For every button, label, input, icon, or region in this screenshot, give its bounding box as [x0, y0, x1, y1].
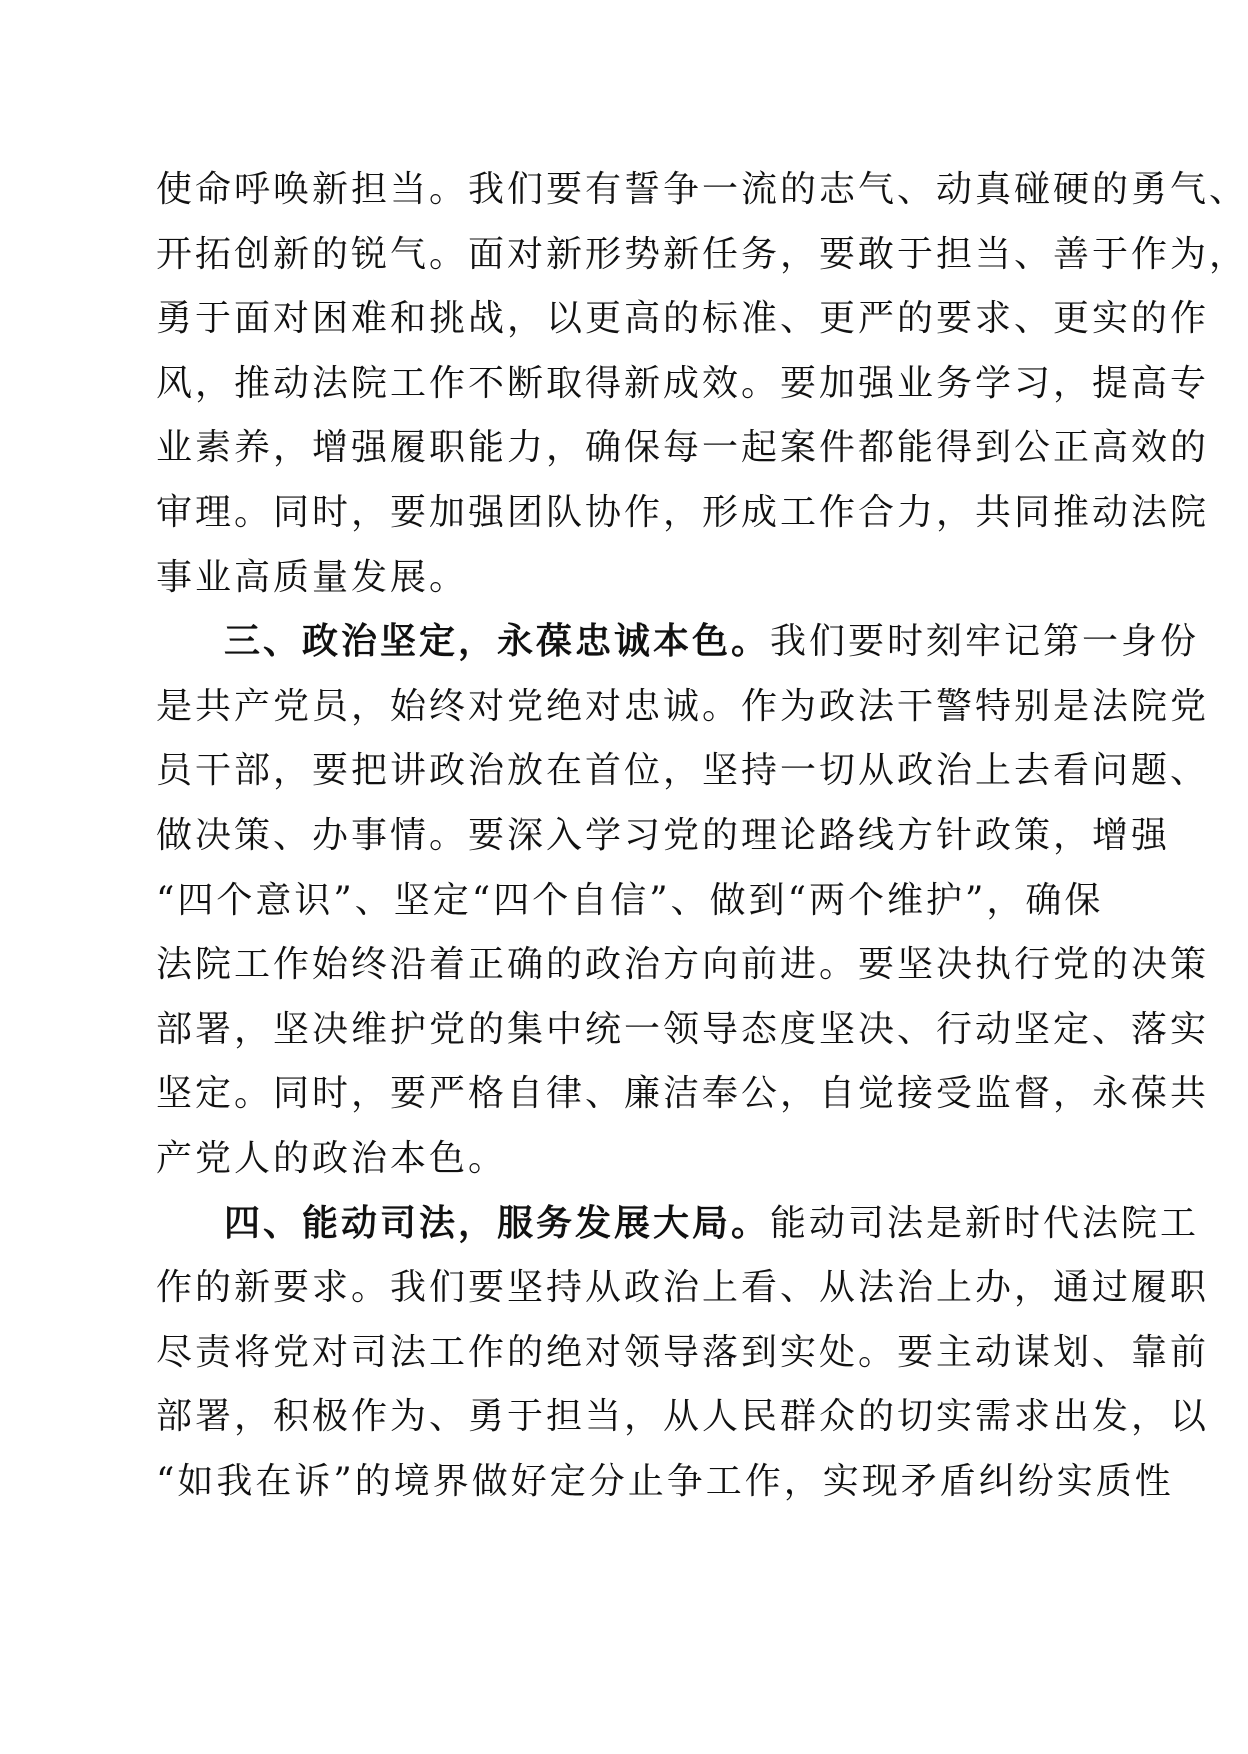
text-line: 使命呼唤新担当。我们要有誓争一流的志气、动真碰硬的勇气、 — [156, 169, 1248, 210]
text-line: 风，推动法院工作不断取得新成效。要加强业务学习，提高专 — [156, 362, 1210, 404]
text-line: 做决策、办事情。要深入学习党的理论路线方针政策，增强 — [156, 814, 1171, 856]
section-three-heading: 三、政治坚定，永葆忠诚本色。 — [224, 621, 771, 663]
text-line: 开拓创新的锐气。面对新形势新任务，要敢于担当、善于作为， — [156, 233, 1248, 275]
text-line: “四个意识”、坚定“四个自信”、做到“两个维护”，确保 — [156, 879, 1104, 921]
document-body — [156, 158, 1248, 1514]
section-three-first-line — [156, 610, 1200, 675]
paragraph-continuation — [156, 158, 1248, 610]
section-four-first-line — [156, 1192, 1200, 1257]
text-line: 员干部，要把讲政治放在首位，坚持一切从政治上去看问题、 — [156, 750, 1210, 792]
section-four-first-line-text: 能动司法是新时代法院工 — [770, 1202, 1200, 1244]
text-line: 坚定。同时，要严格自律、廉洁奉公，自觉接受监督，永葆共 — [156, 1073, 1210, 1115]
text-line: 尽责将党对司法工作的绝对领导落到实处。要主动谋划、靠前 — [156, 1331, 1210, 1373]
text-line: 法院工作始终沿着正确的政治方向前进。要坚决执行党的决策 — [156, 944, 1210, 986]
text-line: 勇于面对困难和挑战，以更高的标准、更严的要求、更实的作 — [156, 298, 1210, 340]
section-four-paragraph — [156, 1192, 1210, 1515]
text-line: 产党人的政治本色。 — [156, 1137, 508, 1179]
text-line: 业素养，增强履职能力，确保每一起案件都能得到公正高效的 — [156, 427, 1210, 469]
text-line: 部署，积极作为、勇于担当，从人民群众的切实需求出发，以 — [156, 1396, 1210, 1438]
text-line: 是共产党员，始终对党绝对忠诚。作为政法干警特别是法院党 — [156, 685, 1210, 727]
text-line: 事业高质量发展。 — [156, 556, 469, 598]
text-line: 作的新要求。我们要坚持从政治上看、从法治上办，通过履职 — [156, 1267, 1210, 1309]
text-line: 部署，坚决维护党的集中统一领导态度坚决、行动坚定、落实 — [156, 1008, 1210, 1050]
text-line: 审理。同时，要加强团队协作，形成工作合力，共同推动法院 — [156, 491, 1210, 533]
section-three-paragraph — [156, 610, 1210, 1191]
text-line: “如我在诉”的境界做好定分止争工作，实现矛盾纠纷实质性 — [156, 1460, 1174, 1502]
section-four-heading: 四、能动司法，服务发展大局。 — [224, 1202, 771, 1244]
section-three-first-line-text: 我们要时刻牢记第一身份 — [770, 621, 1200, 663]
